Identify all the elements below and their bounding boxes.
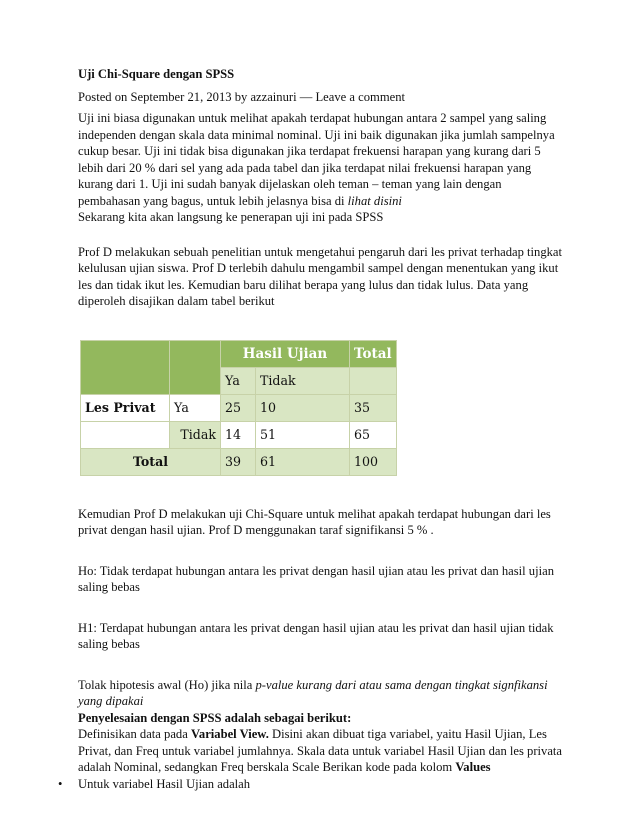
define-text-c: Disini akan dibuat tiga variabel, yaitu Hasil Ujian, Les Privat, dan Freq untuk variabel jumlahnya. Skala data untuk variabel Hasil Ujian dan les privata adalah Nominal, sedangkan Freq berskala Scale Berikan kode pada kolom: [78, 727, 563, 774]
row-label-total: Total: [81, 448, 221, 475]
cell-ya-tidak: 10: [256, 394, 350, 421]
cell-ya-ya: 25: [221, 394, 256, 421]
define-variable-view: Variabel View.: [190, 727, 269, 741]
header-hasil-ujian: Hasil Ujian: [221, 340, 350, 367]
after-table-paragraph: Kemudian Prof D melakukan uji Chi-Square untuk melihat apakah terdapat hubungan dari les privat dengan hasil ujian. Prof D menggunakan taraf signifikansi 5 % .: [78, 506, 551, 537]
bullet-item: [58, 776, 564, 793]
cell-total-total: 100: [350, 448, 397, 475]
cell-tidak-ya: 14: [221, 421, 256, 448]
subheader-tidak: Tidak: [256, 367, 350, 394]
h1-paragraph: H1: Terdapat hubungan antara les privat dengan hasil ujian atau les privat dan hasil ujian tidak saling bebas: [78, 620, 554, 651]
subheader-ya: Ya: [221, 367, 256, 394]
article-title: Uji Chi-Square dengan SPSS: [78, 67, 235, 81]
solution-heading: Penyelesaian dengan SPSS adalah sebagai berikut:: [78, 710, 352, 725]
row-label-blank: [81, 421, 170, 448]
bullet-icon: •: [58, 776, 63, 791]
intro-text: Uji ini biasa digunakan untuk melihat apakah terdapat hubungan antara 2 sampel yang saling independen dengan skala data minimal nominal. Uji ini baik digunakan jika jumlah sampelnya cukup besar. Uji ini tidak bisa digunakan jika terdapat frekuensi harapan yang kurang dari 5 lebih dari 20 % dari sel yang ada pada tabel dan jika terdapat nilai frekuensi harapan yang kurang dari 1. Uji ini sudah banyak dijelaskan oleh teman – teman yang lain dengan pembahasan yang bagus, untuk lebih jelasnya bisa di: [78, 111, 555, 208]
intro-next-line: Sekarang kita akan langsung ke penerapan uji ini pada SPSS: [78, 210, 384, 224]
h0-paragraph: Ho: Tidak terdapat hubungan antara les privat dengan hasil ujian atau les privat dan hasil ujian saling bebas: [78, 563, 554, 594]
row-label-ya: Ya: [170, 394, 221, 421]
bullet-text: Untuk variabel Hasil Ujian adalah: [78, 776, 251, 791]
row-label-tidak: Tidak: [170, 421, 221, 448]
case-paragraph: Prof D melakukan sebuah penelitian untuk mengetahui pengaruh dari les privat terhadap tingkat kelulusan ujian siswa. Prof D terlebih dahulu mengambil sampel dengan menentukan yang ikut les dan tidak ikut les. Kemudian baru dilihat berapa yang lulus dan tidak lulus. Data yang diperoleh disajikan dalam tabel berikut: [78, 244, 563, 308]
define-text-a: Definisikan data pada: [78, 727, 191, 741]
document-page: [58, 66, 564, 792]
cell-ya-total: 35: [350, 394, 397, 421]
results-table: [80, 340, 397, 476]
header-total: Total: [350, 340, 397, 367]
cell-tidak-tidak: 51: [256, 421, 350, 448]
cell-tidak-total: 65: [350, 421, 397, 448]
subheader-empty: [350, 367, 397, 394]
row-label-les-privat: Les Privat: [81, 394, 170, 421]
define-paragraph: [78, 726, 564, 776]
results-table-wrap: [80, 340, 564, 476]
define-values: Values: [455, 760, 491, 774]
reject-text: Tolak hipotesis awal (Ho) jika nila: [78, 677, 256, 692]
cell-total-tidak: 61: [256, 448, 350, 475]
cell-total-ya: 39: [221, 448, 256, 475]
reject-criterion: p-value kurang dari atau sama dengan tingkat signfikansi yang dipakai: [78, 677, 548, 708]
see-here-link[interactable]: lihat disini: [347, 193, 402, 208]
intro-paragraph: [78, 110, 564, 209]
reject-paragraph: [78, 677, 564, 710]
post-meta: Posted on September 21, 2013 by azzainuri — Leave a comment: [78, 90, 405, 104]
empty-header-cell-2: [170, 340, 221, 394]
empty-header-cell: [81, 340, 170, 394]
